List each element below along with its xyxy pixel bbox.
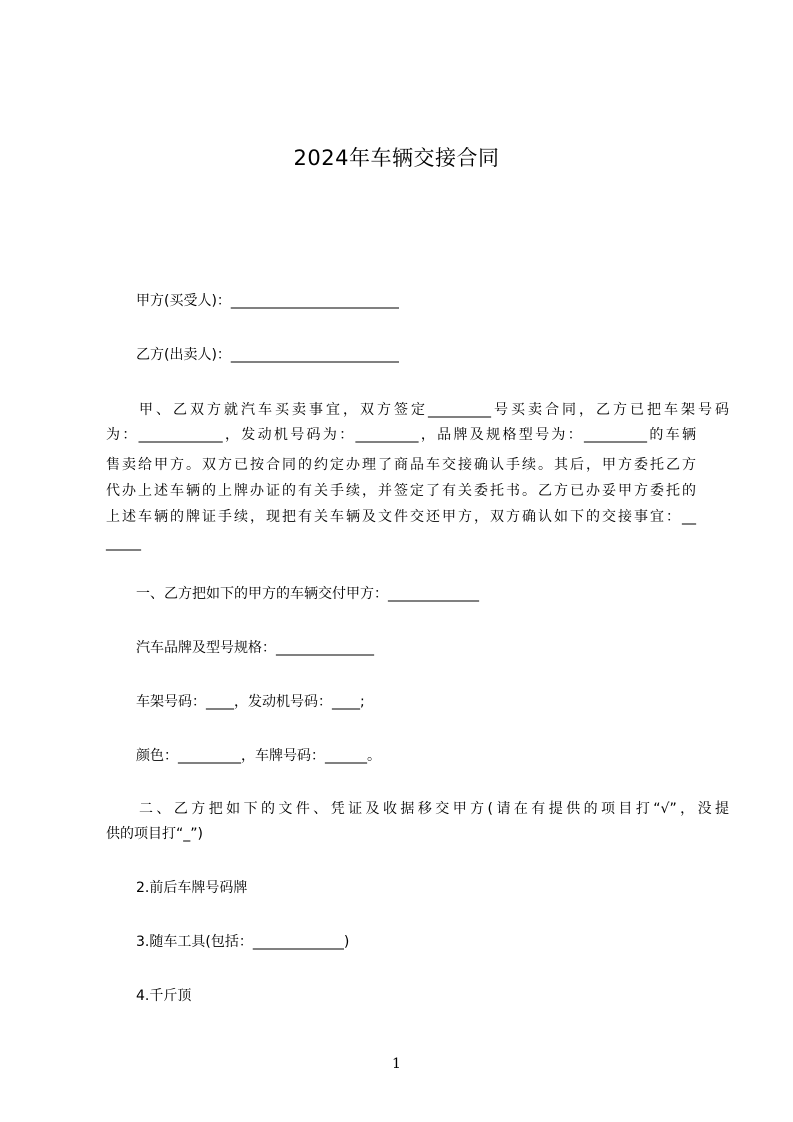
section-2-line-2: 供的项目打“_”) [106, 826, 203, 842]
color-plate-line: 颜色：_________，车牌号码：______。 [136, 748, 381, 764]
page-number: 1 [392, 1056, 401, 1072]
party-b-line: 乙方(出卖人)：________________________ [136, 347, 399, 363]
section-2-line-1: 二、乙方把如下的文件、凭证及收据移交甲方(请在有提供的项目打“√”，没提 [139, 801, 729, 817]
intro-line-2: 为：____________，发动机号码为：_________，品牌及规格型号为：_________的车辆 [106, 427, 696, 443]
brand-model-line: 汽车品牌及型号规格：______________ [136, 640, 374, 656]
vin-engine-line: 车架号码：____，发动机号码：____; [136, 694, 365, 710]
party-a-line: 甲方(买受人)：________________________ [136, 293, 399, 309]
intro-line-3: 售卖给甲方。双方已按合同的约定办理了商品车交接确认手续。其后，甲方委托乙方 [106, 457, 696, 473]
document-title: 2024年车辆交接合同 [293, 146, 500, 170]
item-3: 3.随车工具(包括：_____________) [136, 934, 350, 950]
intro-line-4: 代办上述车辆的上牌办证的有关手续，并签定了有关委托书。乙方已办妥甲方委托的 [106, 483, 696, 499]
intro-line-5: 上述车辆的牌证手续，现把有关车辆及文件交还甲方，双方确认如下的交接事宜：__ [106, 509, 696, 525]
intro-line-1: 甲、乙双方就汽车买卖事宜，双方签定_________号买卖合同，乙方已把车架号码 [139, 402, 729, 418]
intro-line-6: _____ [106, 535, 141, 551]
item-4: 4.千斤顶 [136, 988, 192, 1004]
section-1-heading: 一、乙方把如下的甲方的车辆交付甲方：_____________ [136, 586, 479, 602]
item-2: 2.前后车牌号码牌 [136, 880, 248, 896]
